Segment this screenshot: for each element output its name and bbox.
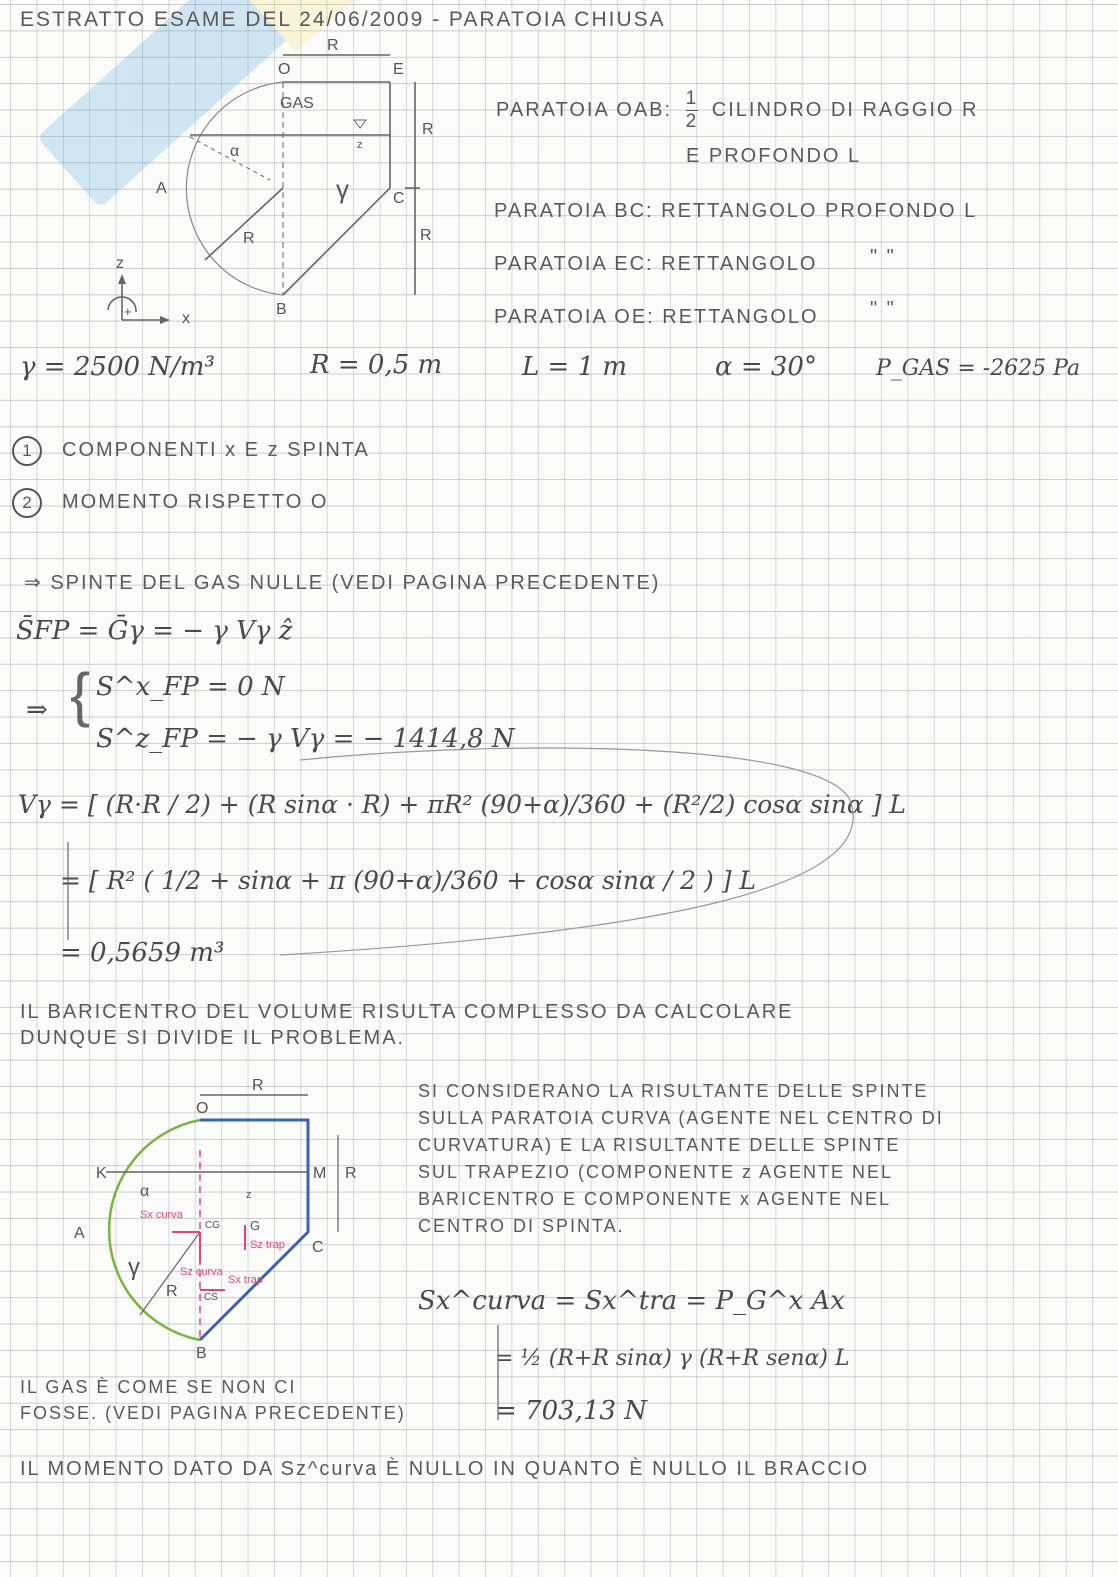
label-o: O: [278, 61, 291, 78]
barycenter-line2: DUNQUE SI DIVIDE IL PROBLEMA.: [20, 1027, 406, 1049]
eq-sx-curva: Sx^curva = Sx^tra = P_G^x Ax: [418, 1286, 845, 1316]
eq-sx-result: = 703,13 N: [495, 1396, 648, 1426]
label-b: B: [276, 301, 287, 318]
given-l: L = 1 m: [522, 352, 628, 382]
frac-num: 1: [685, 88, 699, 109]
explanation-line: CURVATURA) E LA RISULTANTE DELLE SPINTE: [418, 1135, 901, 1155]
eq-vy-result: = 0,5659 m³: [60, 938, 225, 968]
label-r-top: R: [327, 37, 339, 54]
desc-line4-ditto: " ": [870, 246, 896, 268]
label-cg: CG: [205, 1220, 220, 1231]
label-r-right1: R: [422, 121, 434, 138]
given-r: R = 0,5 m: [310, 350, 443, 380]
label-z-axis: z: [116, 255, 124, 272]
explanation-line: CENTRO DI SPINTA.: [418, 1216, 625, 1236]
label-k: K: [96, 1165, 107, 1182]
label-r-right2: R: [420, 227, 432, 244]
question-text: MOMENTO RISPETTO O: [62, 491, 329, 513]
label-gas: GAS: [280, 95, 314, 112]
label-r-right: R: [345, 1165, 357, 1182]
label-r-radius: R: [166, 1283, 178, 1300]
implies-arrow: ⇒: [26, 695, 48, 725]
label-alpha: α: [140, 1183, 150, 1200]
given-pgas: P_GAS = -2625 Pa: [876, 356, 1081, 381]
label-sz-trap: Sz trap: [250, 1239, 285, 1251]
label-alpha: α: [230, 143, 240, 160]
eq-sx: S^x_FP = 0 N: [96, 672, 285, 702]
label-sx-trap: Sx trap: [228, 1274, 263, 1286]
label-gamma: γ: [336, 174, 349, 204]
label-cs: CS: [204, 1292, 218, 1303]
label-m: M: [313, 1165, 327, 1182]
question-number: 1: [12, 436, 42, 466]
desc-line4: PARATOIA EC: RETTANGOLO: [494, 253, 818, 275]
label-plus: +: [124, 304, 132, 319]
desc-line2: E PROFONDO L: [686, 145, 862, 167]
label-a: A: [156, 180, 167, 197]
label-b: B: [196, 1345, 207, 1362]
gas-note-line1: IL GAS È COME SE NON CI: [20, 1377, 297, 1397]
moment-note: IL MOMENTO DATO DA Sz^curva È NULLO IN QUANTO È NULLO IL BRACCIO: [20, 1458, 870, 1480]
eq-vy-line1: Vγ = [ (R·R / 2) + (R sinα · R) + πR² (90+α)/360 + (R²/2) cosα sinα ] L: [18, 790, 907, 819]
question-number: 2: [12, 488, 42, 518]
label-e: E: [393, 61, 404, 78]
label-gamma: γ: [128, 1254, 140, 1281]
page-title: ESTRATTO ESAME DEL 24/06/2009 - PARATOIA CHIUSA: [20, 8, 666, 31]
label-sz-curva: Sz curva: [180, 1266, 223, 1278]
brace: {: [70, 661, 93, 728]
frac-den: 2: [685, 111, 699, 132]
label-r-radius: R: [243, 230, 255, 247]
barycenter-line1: IL BARICENTRO DEL VOLUME RISULTA COMPLESSO DA CALCOLARE: [20, 1001, 794, 1023]
eq-sfp: S̄FP = Ḡγ = − γ Vγ ẑ: [16, 616, 293, 646]
explanation-line: BARICENTRO E COMPONENTE x AGENTE NEL: [418, 1189, 892, 1209]
explanation-line: SUL TRAPEZIO (COMPONENTE z AGENTE NEL: [418, 1162, 894, 1182]
desc-line5-ditto: " ": [870, 298, 896, 320]
label-c: C: [312, 1239, 324, 1256]
desc-line3: PARATOIA BC: RETTANGOLO PROFONDO L: [494, 200, 978, 222]
label-a: A: [74, 1225, 85, 1242]
label-c: C: [393, 190, 405, 207]
label-o: O: [196, 1100, 209, 1117]
explanation-line: SI CONSIDERANO LA RISULTANTE DELLE SPINTE: [418, 1081, 929, 1101]
given-alpha: α = 30°: [715, 352, 817, 382]
label-level: z: [246, 1189, 252, 1201]
desc-line1-rest: CILINDRO DI RAGGIO R: [711, 98, 979, 121]
gas-note-line2: FOSSE. (VEDI PAGINA PRECEDENTE): [20, 1403, 406, 1423]
explanation-line: SULLA PARATOIA CURVA (AGENTE NEL CENTRO DI: [418, 1108, 944, 1128]
label-level: z: [357, 139, 363, 151]
desc-line5: PARATOIA OE: RETTANGOLO: [494, 306, 819, 328]
eq-vy-line2: = [ R² ( 1/2 + sinα + π (90+α)/360 + cosα sinα / 2 ) ] L: [60, 866, 757, 895]
label-g: G: [250, 1218, 261, 1233]
label-sx-curva: Sx curva: [140, 1209, 183, 1221]
desc-line1-text: PARATOIA OAB:: [496, 98, 673, 121]
eq-sx-expansion: = ½ (R+R sinα) γ (R+R senα) L: [495, 1346, 850, 1371]
question-text: COMPONENTI x E z SPINTA: [62, 439, 370, 461]
given-gamma: γ = 2500 N/m³: [20, 352, 215, 382]
gas-null-note: ⇒ SPINTE DEL GAS NULLE (VEDI PAGINA PRECEDENTE): [24, 572, 661, 594]
label-x-axis: x: [182, 310, 190, 327]
label-r-top: R: [252, 1077, 264, 1094]
eq-sz: S^z_FP = − γ Vγ = − 1414,8 N: [96, 724, 515, 754]
